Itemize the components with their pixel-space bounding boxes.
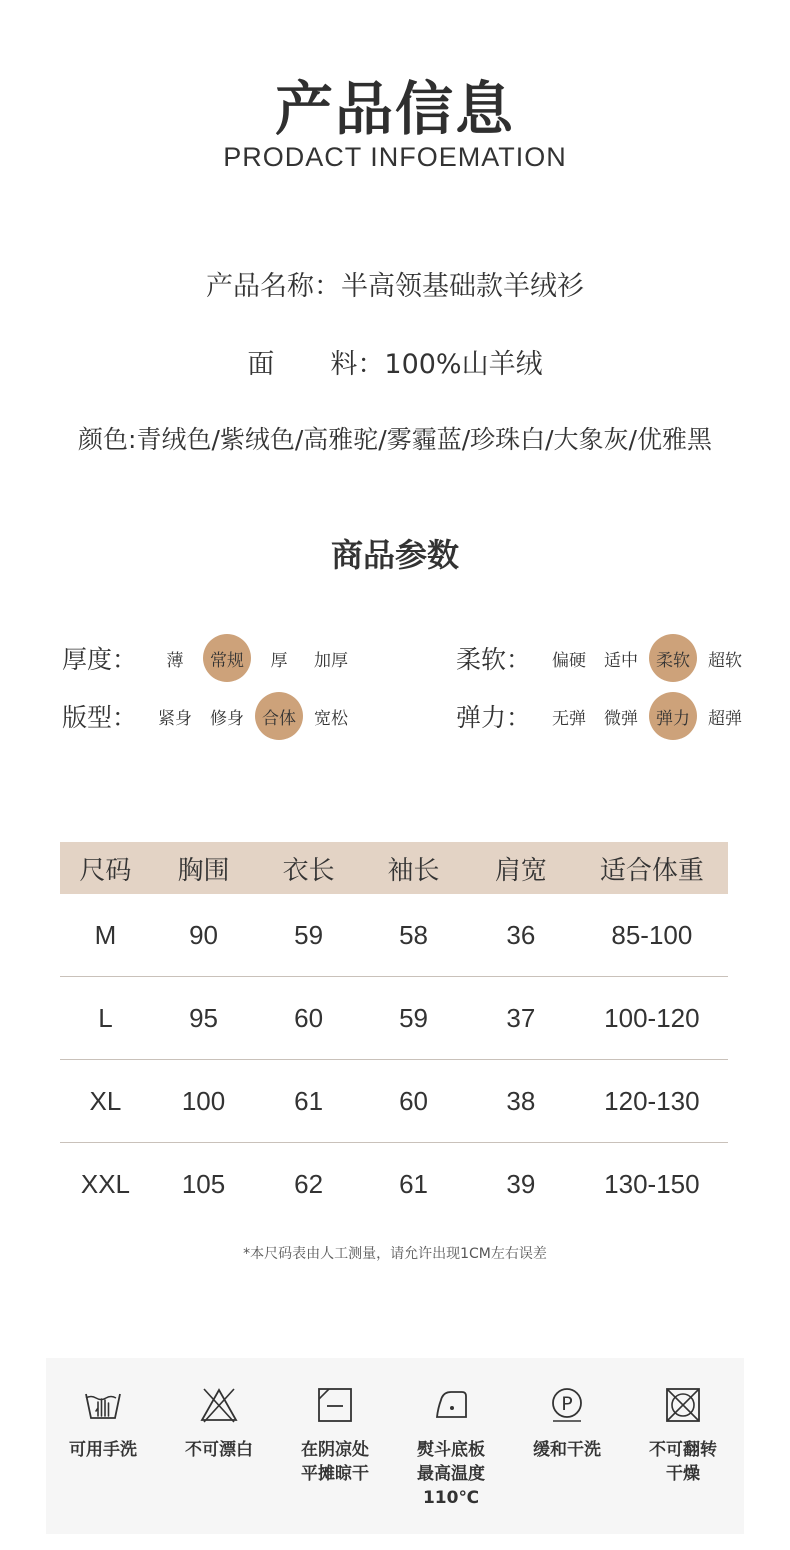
- table-row: [60, 1060, 728, 1143]
- param-option-selected: 常规: [203, 634, 251, 682]
- param-option-selected: 合体: [255, 692, 303, 740]
- table-row: [60, 1143, 728, 1226]
- care-item-no-bleach: [164, 1386, 274, 1462]
- table-cell: 105: [181, 1168, 226, 1199]
- col-header-weight: 适合体重: [576, 842, 728, 894]
- table-cell: 90: [151, 894, 256, 977]
- care-label: 不可翻转 干燥: [649, 1440, 717, 1484]
- table-row: [60, 894, 728, 977]
- table-cell: 61: [256, 1060, 361, 1143]
- table-cell: 60: [361, 1060, 466, 1143]
- care-label: 缓和干洗: [533, 1440, 601, 1460]
- table-cell: 120-130: [576, 1060, 728, 1143]
- size-table: [60, 842, 728, 1225]
- param-option: 无弹: [552, 708, 587, 729]
- care-item-gentle-dry-clean: [512, 1386, 622, 1462]
- table-cell: 59: [361, 977, 466, 1060]
- svg-text:P: P: [561, 1393, 573, 1415]
- param-option: 适中: [604, 650, 639, 671]
- care-label: 熨斗底板 最高温度 110℃: [417, 1440, 485, 1508]
- table-cell: 59: [256, 894, 361, 977]
- care-label: 在阴凉处 平摊晾干: [301, 1440, 369, 1484]
- iron-icon: [431, 1386, 471, 1424]
- dry-flat-shade-icon: [315, 1386, 355, 1424]
- table-cell: 100: [151, 1060, 256, 1143]
- col-header-size: 尺码: [60, 842, 151, 894]
- table-cell: L: [60, 977, 151, 1060]
- product-name-label: 产品名称：: [206, 271, 341, 302]
- table-cell: 95: [151, 977, 256, 1060]
- hand-wash-icon: [83, 1386, 123, 1424]
- param-option: 超软: [708, 650, 743, 671]
- param-option: 超弹: [708, 708, 743, 729]
- table-cell: XL: [60, 1060, 151, 1143]
- table-cell: 37: [466, 977, 576, 1060]
- param-fit: [62, 692, 359, 740]
- param-option: 加厚: [314, 650, 349, 671]
- table-cell: 38: [466, 1060, 576, 1143]
- table-cell: 130-150: [604, 1168, 700, 1199]
- param-option: 宽松: [314, 708, 349, 729]
- col-header-length: 衣长: [256, 842, 361, 894]
- colors-line: 颜色:青绒色/紫绒色/高雅驼/雾霾蓝/珍珠白/大象灰/优雅黑: [78, 425, 712, 454]
- param-label: 柔软：: [456, 645, 532, 674]
- param-label: 厚度：: [62, 645, 138, 674]
- no-bleach-icon: [199, 1386, 239, 1424]
- param-option: 修身: [210, 708, 245, 729]
- no-tumble-dry-icon: [663, 1386, 703, 1424]
- care-label: 可用手洗: [69, 1440, 137, 1460]
- col-header-sleeve: 袖长: [361, 842, 466, 894]
- material-label: 面料: [247, 349, 358, 380]
- gentle-dry-clean-icon: [547, 1386, 587, 1424]
- table-cell: 85-100: [576, 894, 728, 977]
- table-cell: 39: [506, 1168, 536, 1199]
- care-item-hand-wash: [48, 1386, 158, 1462]
- size-note: *本尺码表由人工测量，请允许出现1CM左右误差: [243, 1246, 547, 1262]
- product-name-value: 半高领基础款羊绒衫: [341, 271, 584, 302]
- table-row: [60, 977, 728, 1060]
- material-line: [0, 342, 790, 381]
- param-label: 版型：: [62, 703, 138, 732]
- param-label: 弹力：: [456, 703, 532, 732]
- table-cell: 100-120: [576, 977, 728, 1060]
- page-subtitle: PRODACT INFOEMATION: [223, 142, 567, 172]
- param-option: 微弹: [604, 708, 639, 729]
- page-title: 产品信息: [274, 75, 515, 143]
- params-title: 商品参数: [330, 536, 459, 574]
- table-cell: 62: [294, 1168, 324, 1199]
- param-elasticity: [456, 692, 753, 740]
- param-option: 紧身: [158, 708, 193, 729]
- product-name-line: [0, 264, 790, 303]
- material-sep: ：: [357, 349, 385, 380]
- table-cell: 61: [399, 1168, 428, 1199]
- care-panel: [46, 1358, 744, 1534]
- param-option: 厚: [270, 650, 288, 671]
- material-value: 100%山羊绒: [384, 349, 543, 380]
- col-header-chest: 胸围: [151, 842, 256, 894]
- param-option: 偏硬: [552, 650, 587, 671]
- care-item-dry-flat-shade: [280, 1386, 390, 1486]
- care-label: 不可漂白: [185, 1440, 253, 1460]
- param-thickness: [62, 634, 359, 682]
- care-item-no-tumble-dry: [628, 1386, 738, 1486]
- param-softness: [456, 634, 753, 682]
- param-option-selected: 弹力: [649, 692, 697, 740]
- table-cell: 36: [466, 894, 576, 977]
- param-option: 薄: [166, 650, 184, 671]
- care-item-iron: [396, 1386, 506, 1510]
- param-option-selected: 柔软: [649, 634, 697, 682]
- table-cell: M: [60, 894, 151, 977]
- size-table-header: [60, 842, 728, 894]
- col-header-shoulder: 肩宽: [466, 842, 576, 894]
- table-cell: 60: [256, 977, 361, 1060]
- table-cell: XXL: [80, 1168, 131, 1199]
- table-cell: 58: [361, 894, 466, 977]
